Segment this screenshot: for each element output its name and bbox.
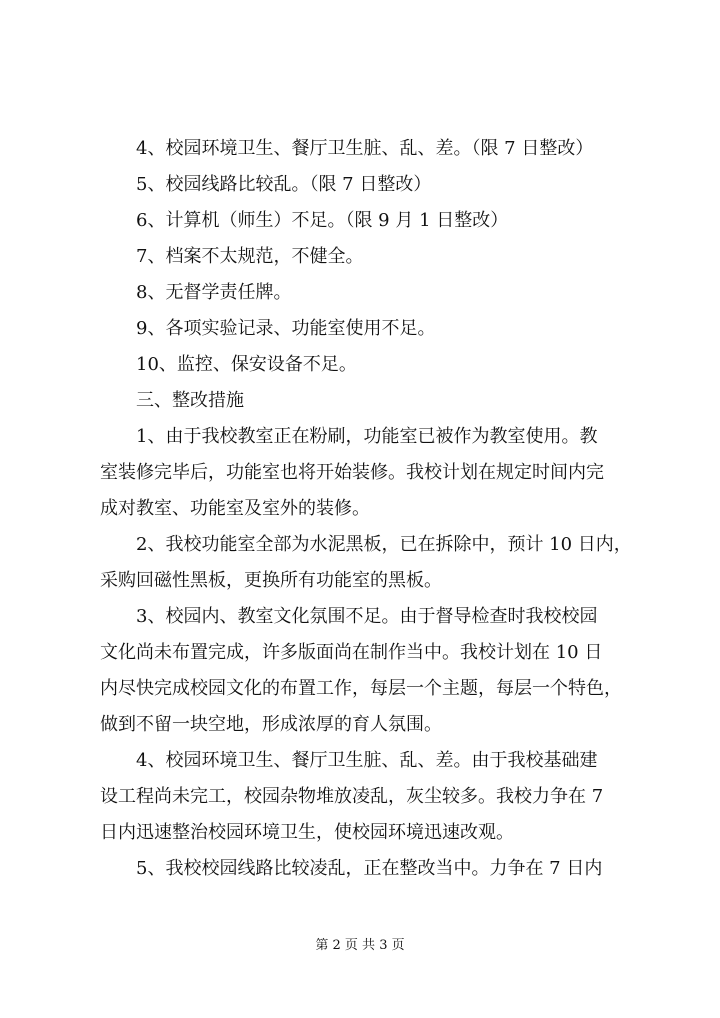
list-item: 4、校园环境卫生、餐厅卫生脏、乱、差。（限 7 日整改） <box>136 138 594 159</box>
paragraph-line: 2、我校功能室全部为水泥黑板，已在拆除中，预计 10 日内， <box>136 534 632 555</box>
paragraph-line: 室装修完毕后，功能室也将开始装修。我校计划在规定时间内完 <box>100 462 604 483</box>
paragraph-line: 成对教室、功能室及室外的装修。 <box>100 498 370 519</box>
list-item: 8、无督学责任牌。 <box>136 282 292 303</box>
list-item: 6、计算机（师生）不足。（限 9 月 1 日整改） <box>136 210 509 231</box>
measure-paragraph <box>100 599 632 743</box>
measure-paragraph <box>100 419 632 527</box>
list-item: 5、校园线路比较乱。（限 7 日整改） <box>136 174 432 195</box>
list-item: 7、档案不太规范，不健全。 <box>136 246 364 267</box>
list-item: 10、监控、保安设备不足。 <box>136 354 357 375</box>
paragraph-line: 日内迅速整治校园环境卫生，使校园环境迅速改观。 <box>100 822 514 843</box>
paragraph-line: 3、校园内、教室文化氛围不足。由于督导检查时我校校园 <box>136 606 598 627</box>
paragraph-line: 设工程尚未完工，校园杂物堆放凌乱，灰尘较多。我校力争在 7 <box>100 786 604 807</box>
paragraph-line: 4、校园环境卫生、餐厅卫生脏、乱、差。由于我校基础建 <box>136 750 598 771</box>
paragraph-line: 内尽快完成校园文化的布置工作，每层一个主题，每层一个特色， <box>100 678 622 699</box>
list-item: 9、各项实验记录、功能室使用不足。 <box>136 318 436 339</box>
measure-paragraph <box>100 527 632 599</box>
measure-paragraph <box>100 743 632 851</box>
paragraph-line: 1、由于我校教室正在粉刷，功能室已被作为教室使用。教 <box>136 426 598 447</box>
page-number-footer: 第 2 页 共 3 页 <box>315 938 405 953</box>
paragraph-line: 5、我校校园线路比较凌乱，正在整改当中。力争在 7 日内 <box>136 858 603 879</box>
paragraph-line: 文化尚未布置完成，许多版面尚在制作当中。我校计划在 10 日 <box>100 642 603 663</box>
section-heading: 三、整改措施 <box>136 390 244 411</box>
paragraph-line: 做到不留一块空地，形成浓厚的育人氛围。 <box>100 714 442 735</box>
paragraph-line: 采购回磁性黑板，更换所有功能室的黑板。 <box>100 570 442 591</box>
document-body <box>100 131 632 887</box>
measure-paragraph <box>136 851 632 887</box>
